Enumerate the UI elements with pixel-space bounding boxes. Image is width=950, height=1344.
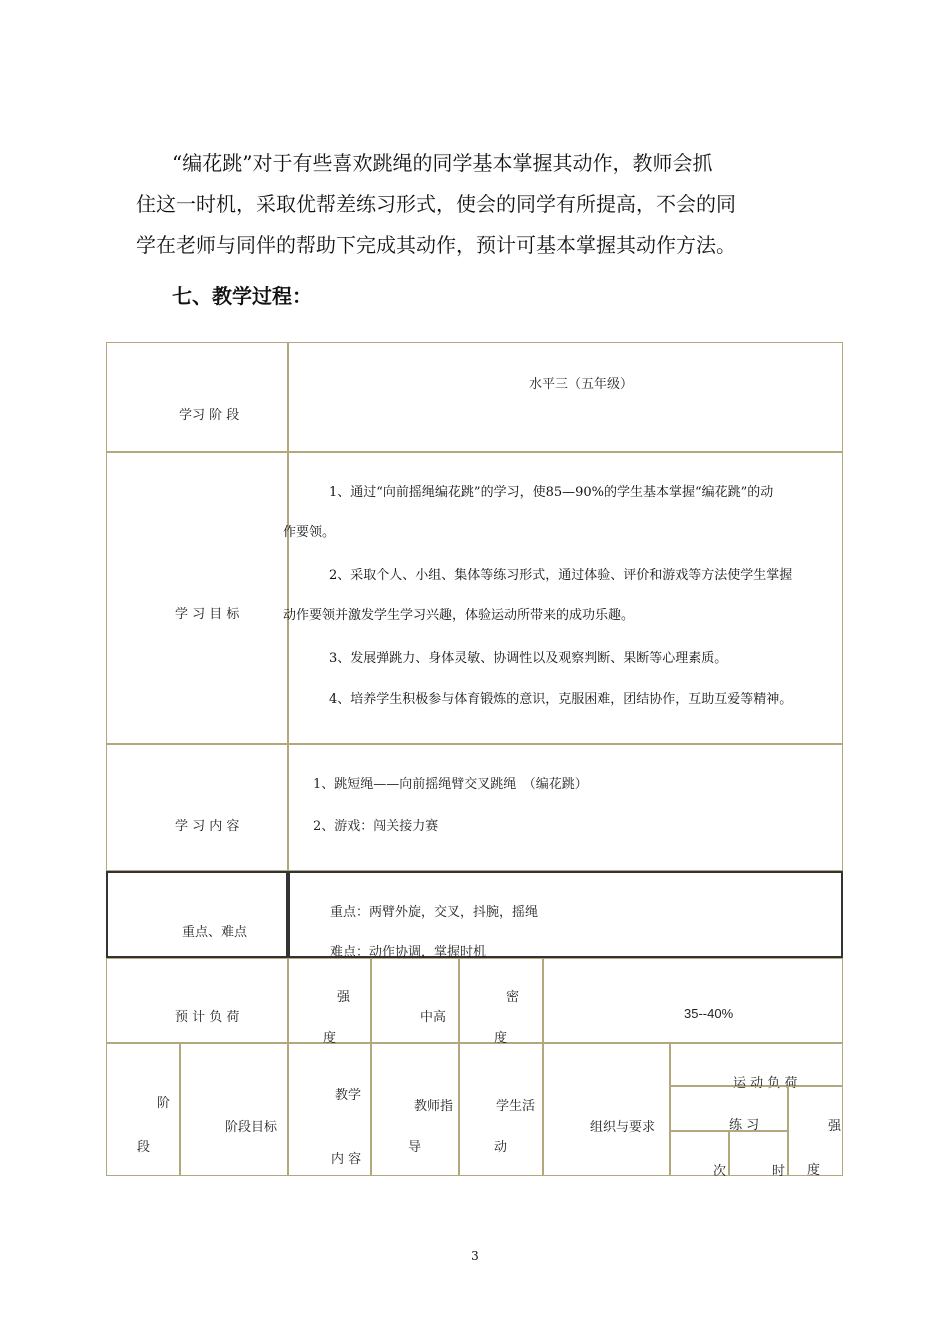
stage-label-cell bbox=[106, 342, 288, 452]
load-label: 预 计 负 荷 bbox=[175, 1010, 240, 1025]
content-cell bbox=[288, 744, 843, 871]
header-teach-content-top: 教学 bbox=[335, 1088, 362, 1103]
header-student-activity-top: 学生活 bbox=[496, 1099, 536, 1114]
content-label-cell bbox=[106, 744, 288, 871]
goal-line-4: 动作要领并激发学生学习兴趣，体验运动所带来的成功乐趣。 bbox=[283, 608, 635, 623]
header-stage-goal-cell bbox=[180, 1043, 288, 1176]
header-exercise-load: 运 动 负 荷 bbox=[733, 1076, 798, 1091]
intensity-value: 中高 bbox=[420, 1010, 447, 1025]
density-cell bbox=[459, 958, 543, 1046]
density-value: 35--40% bbox=[684, 1006, 734, 1021]
goals-label: 学 习 目 标 bbox=[175, 607, 240, 622]
header-teacher-guide-top: 教师指 bbox=[414, 1099, 454, 1114]
intensity-cell bbox=[288, 958, 371, 1046]
header-student-activity-bottom: 动 bbox=[494, 1140, 508, 1155]
header-practice-cell bbox=[670, 1086, 788, 1131]
section-heading: 七、教学过程： bbox=[172, 284, 312, 308]
intensity-bottom: 度 bbox=[323, 1031, 337, 1046]
header-exercise-load-cell bbox=[670, 1043, 843, 1091]
header-organization-cell bbox=[543, 1043, 670, 1176]
key-label-cell bbox=[106, 871, 288, 958]
intensity-value-cell bbox=[371, 958, 459, 1043]
content-label: 学 习 内 容 bbox=[175, 819, 240, 834]
teaching-process-table bbox=[106, 342, 843, 1179]
load-label-cell bbox=[106, 958, 288, 1043]
header-teacher-guide-cell bbox=[371, 1043, 459, 1176]
stage-label: 学习 阶 段 bbox=[179, 408, 240, 423]
stage-value-cell bbox=[288, 342, 843, 452]
header-strength-bottom: 度 bbox=[807, 1163, 821, 1178]
difficult-points: 难点：动作协调，掌握时机 bbox=[330, 945, 487, 960]
header-teacher-guide-bottom: 导 bbox=[408, 1140, 422, 1155]
intro-paragraph bbox=[136, 143, 816, 266]
goal-line-1: 1、通过“向前摇绳编花跳”的学习，使85—90%的学生基本掌握“编花跳”的动 bbox=[329, 485, 774, 500]
header-student-activity-cell bbox=[459, 1043, 543, 1176]
goal-line-2: 作要领。 bbox=[283, 525, 336, 540]
goal-line-6: 4、培养学生积极参与体育锻炼的意识，克服困难，团结协作，互助互爱等精神。 bbox=[329, 692, 793, 707]
header-times-cell bbox=[670, 1131, 729, 1179]
key-points: 重点：两臂外旋，交叉，抖腕，摇绳 bbox=[330, 905, 539, 920]
header-stage-goal: 阶段目标 bbox=[225, 1120, 278, 1135]
intro-line-3: 学在老师与同伴的帮助下完成其动作，预计可基本掌握其动作方法。 bbox=[136, 233, 736, 257]
content-item-1: 1、跳短绳——向前摇绳臂交叉跳绳 （编花跳） bbox=[313, 777, 588, 792]
density-bottom: 度 bbox=[494, 1031, 508, 1046]
goal-line-5: 3、发展弹跳力、身体灵敏、协调性以及观察判断、果断等心理素质。 bbox=[329, 651, 728, 666]
content-item-2: 2、游戏：闯关接力赛 bbox=[313, 819, 439, 834]
intensity-top: 强 bbox=[337, 990, 351, 1005]
goals-cell bbox=[283, 452, 843, 744]
header-teach-content-cell bbox=[288, 1043, 371, 1176]
density-top: 密 bbox=[506, 990, 520, 1005]
stage-value: 水平三（五年级） bbox=[529, 377, 634, 392]
header-time: 时 bbox=[772, 1164, 786, 1179]
header-stage-top: 阶 bbox=[157, 1096, 171, 1111]
header-teach-content-bottom: 内 容 bbox=[331, 1152, 362, 1167]
header-practice: 练 习 bbox=[729, 1118, 760, 1133]
goal-line-3: 2、采取个人、小组、集体等练习形式，通过体验、评价和游戏等方法使学生掌握 bbox=[329, 568, 793, 583]
header-stage-cell bbox=[106, 1043, 180, 1176]
header-times: 次 bbox=[713, 1164, 727, 1179]
key-cell bbox=[288, 871, 843, 958]
key-label: 重点、难点 bbox=[182, 925, 248, 940]
page-number: 3 bbox=[471, 1249, 479, 1263]
intro-line-2: 住这一时机，采取优帮差练习形式，使会的同学有所提高，不会的同 bbox=[136, 192, 736, 216]
intro-line-1: “编花跳”对于有些喜欢跳绳的同学基本掌握其动作，教师会抓 bbox=[172, 151, 713, 175]
header-stage-bottom: 段 bbox=[137, 1140, 151, 1155]
header-strength-cell bbox=[788, 1086, 843, 1176]
goals-label-cell bbox=[106, 452, 288, 744]
header-organization: 组织与要求 bbox=[590, 1120, 656, 1135]
header-time-cell bbox=[729, 1131, 788, 1179]
header-strength-top: 强 bbox=[828, 1119, 842, 1134]
density-value-cell bbox=[543, 958, 843, 1043]
